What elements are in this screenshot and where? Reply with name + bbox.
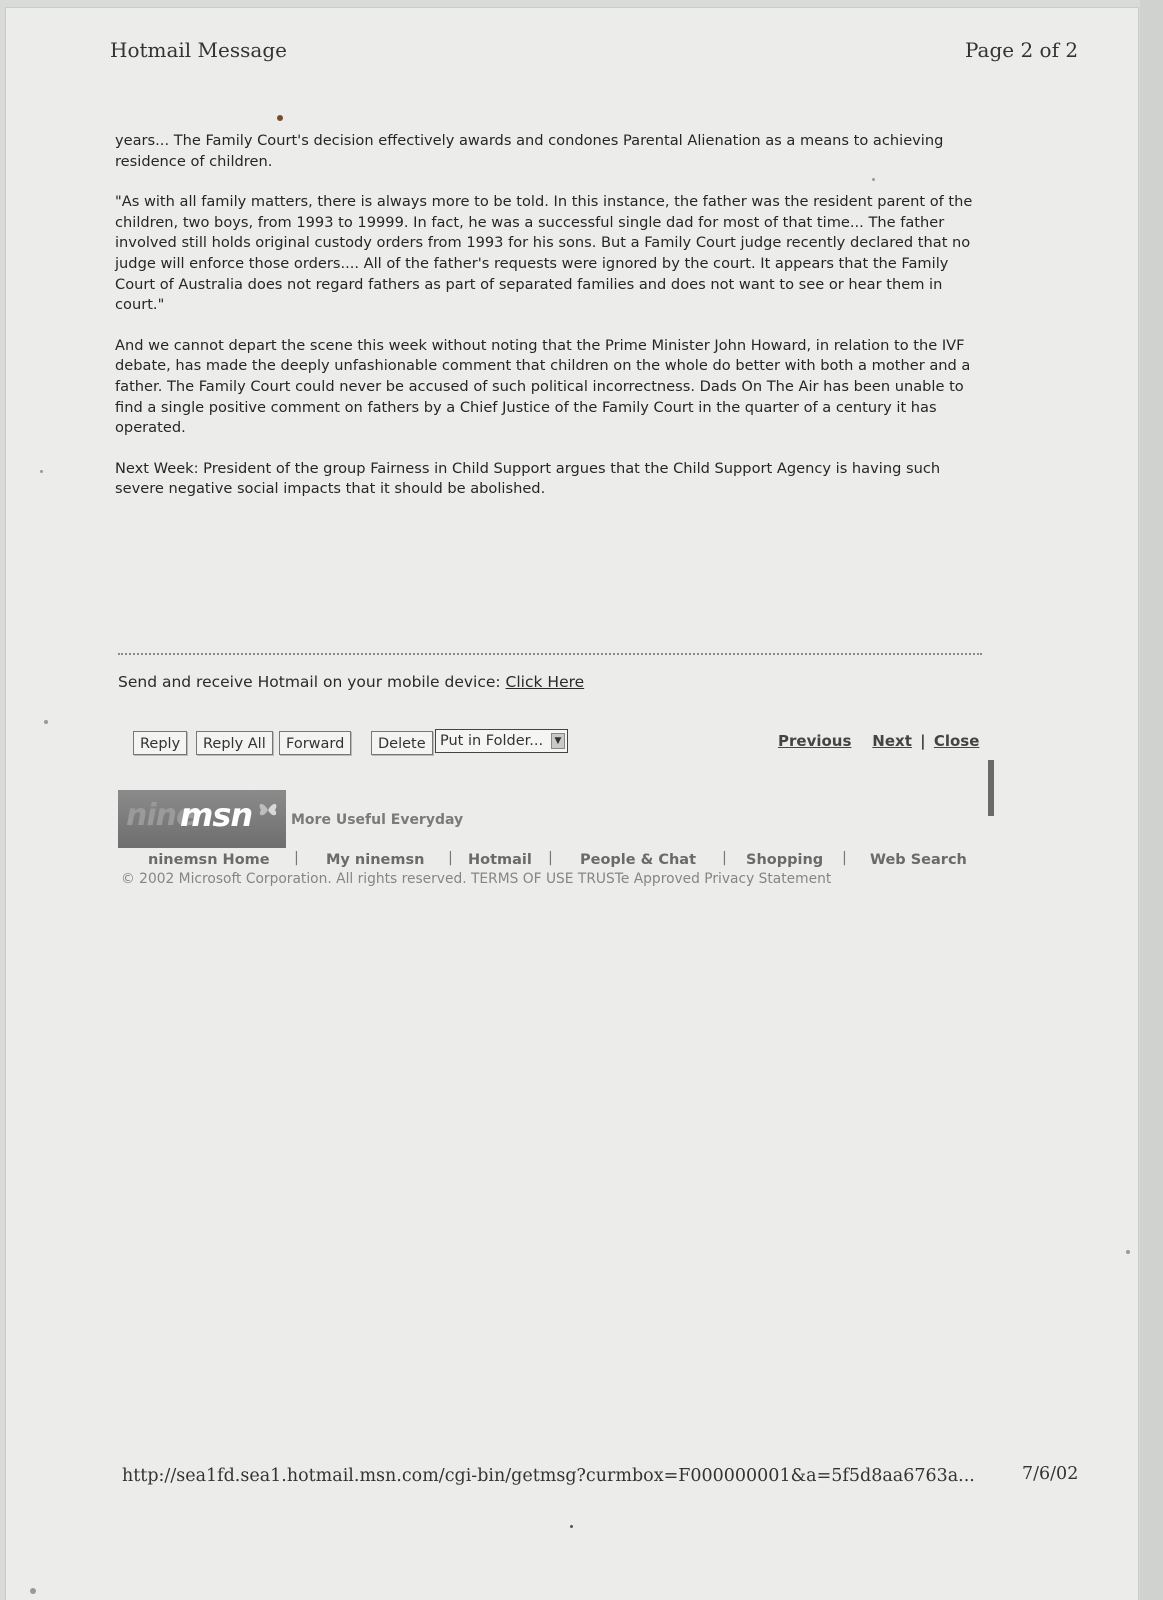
- footer-link-my-ninemsn[interactable]: My ninemsn: [326, 852, 425, 868]
- footer-link-shopping[interactable]: Shopping: [746, 852, 824, 868]
- scan-speck: [30, 1588, 36, 1594]
- print-header-page: Page 2 of 2: [965, 38, 1079, 62]
- footer-link-web-search[interactable]: Web Search: [870, 852, 967, 868]
- message-paragraph: years... The Family Court's decision effectively awards and condones Parental Alienation as a means to achieving residence of children.: [115, 132, 944, 170]
- mobile-promo: [118, 673, 584, 691]
- butterfly-icon: [256, 798, 280, 822]
- scan-speck: [1126, 1250, 1130, 1254]
- message-body: [115, 131, 985, 520]
- footer-separator: |: [294, 850, 299, 866]
- dropdown-arrow-icon[interactable]: ▼: [551, 733, 565, 749]
- close-link[interactable]: Close: [933, 732, 980, 750]
- copyright-notice: © 2002 Microsoft Corporation. All rights reserved. TERMS OF USE TRUSTe Approved Privacy Statement: [121, 871, 832, 887]
- footer-separator: |: [448, 850, 453, 866]
- scan-speck: [44, 720, 48, 724]
- put-in-folder-select[interactable]: [435, 729, 568, 753]
- scan-speck: [872, 178, 875, 181]
- print-header-title: Hotmail Message: [110, 38, 287, 62]
- print-footer-url: http://sea1fd.sea1.hotmail.msn.com/cgi-bin/getmsg?curmbox=F000000001&a=5f5d8aa6763a...: [122, 1466, 975, 1486]
- mobile-promo-text: Send and receive Hotmail on your mobile device:: [118, 673, 506, 691]
- click-here-link[interactable]: Click Here: [505, 673, 585, 691]
- scan-speck: [570, 1525, 573, 1528]
- ninemsn-logo[interactable]: [118, 790, 286, 848]
- folder-select-value: Put in Folder...: [440, 733, 544, 749]
- message-paragraph: "As with all family matters, there is always more to be told. In this instance, the father was the resident parent of the children, two boys, from 1993 to 19999. In fact, he was a successful single dad for most of that time... The father involved still holds original custody orders from 1993 for his sons. But a Family Court judge recently declared that no judge will enforce those orders.... All of the father's requests were ignored by the court. It appears that the Family Court of Australia does not regard fathers as part of separated families and does not want to see or hear them in court.": [115, 193, 973, 314]
- footer-link-ninemsn-home[interactable]: ninemsn Home: [148, 852, 270, 868]
- message-nav: [778, 732, 979, 750]
- logo-nine-text: nine: [126, 798, 196, 833]
- footer-link-hotmail[interactable]: Hotmail: [468, 852, 532, 868]
- scan-edge: [1140, 0, 1163, 1600]
- logo-tagline: More Useful Everyday: [291, 812, 464, 828]
- delete-button[interactable]: Delete: [371, 731, 433, 755]
- divider: [118, 653, 982, 655]
- previous-link[interactable]: Previous: [778, 732, 852, 750]
- scrollbar-thumb: [988, 760, 994, 816]
- footer-separator: |: [722, 850, 727, 866]
- forward-button[interactable]: Forward: [279, 731, 351, 755]
- footer-separator: |: [842, 850, 847, 866]
- footer-link-people-chat[interactable]: People & Chat: [580, 852, 697, 868]
- reply-all-button[interactable]: Reply All: [196, 731, 273, 755]
- scan-mark: [277, 115, 283, 121]
- reply-button[interactable]: Reply: [133, 731, 187, 755]
- message-paragraph: Next Week: President of the group Fairness in Child Support argues that the Child Support Agency is having such severe negative social impacts that it should be abolished.: [115, 459, 941, 498]
- nav-separator: |: [920, 732, 926, 750]
- footer-separator: |: [548, 850, 553, 866]
- scan-speck: [40, 470, 43, 473]
- print-footer-date: 7/6/02: [1022, 1464, 1079, 1484]
- logo-msn-text: msn: [180, 796, 253, 834]
- message-paragraph: And we cannot depart the scene this week without noting that the Prime Minister John Howard, in relation to the IVF debate, has made the deeply unfashionable comment that children on the whole do better with both a mother and a father. The Family Court could never be accused of such political incorrectness. Dads On The Air has been unable to find a single positive comment on fathers by a Chief Justice of the Family Court in the quarter of a century it has operated.: [115, 336, 971, 437]
- next-link[interactable]: Next: [872, 732, 912, 750]
